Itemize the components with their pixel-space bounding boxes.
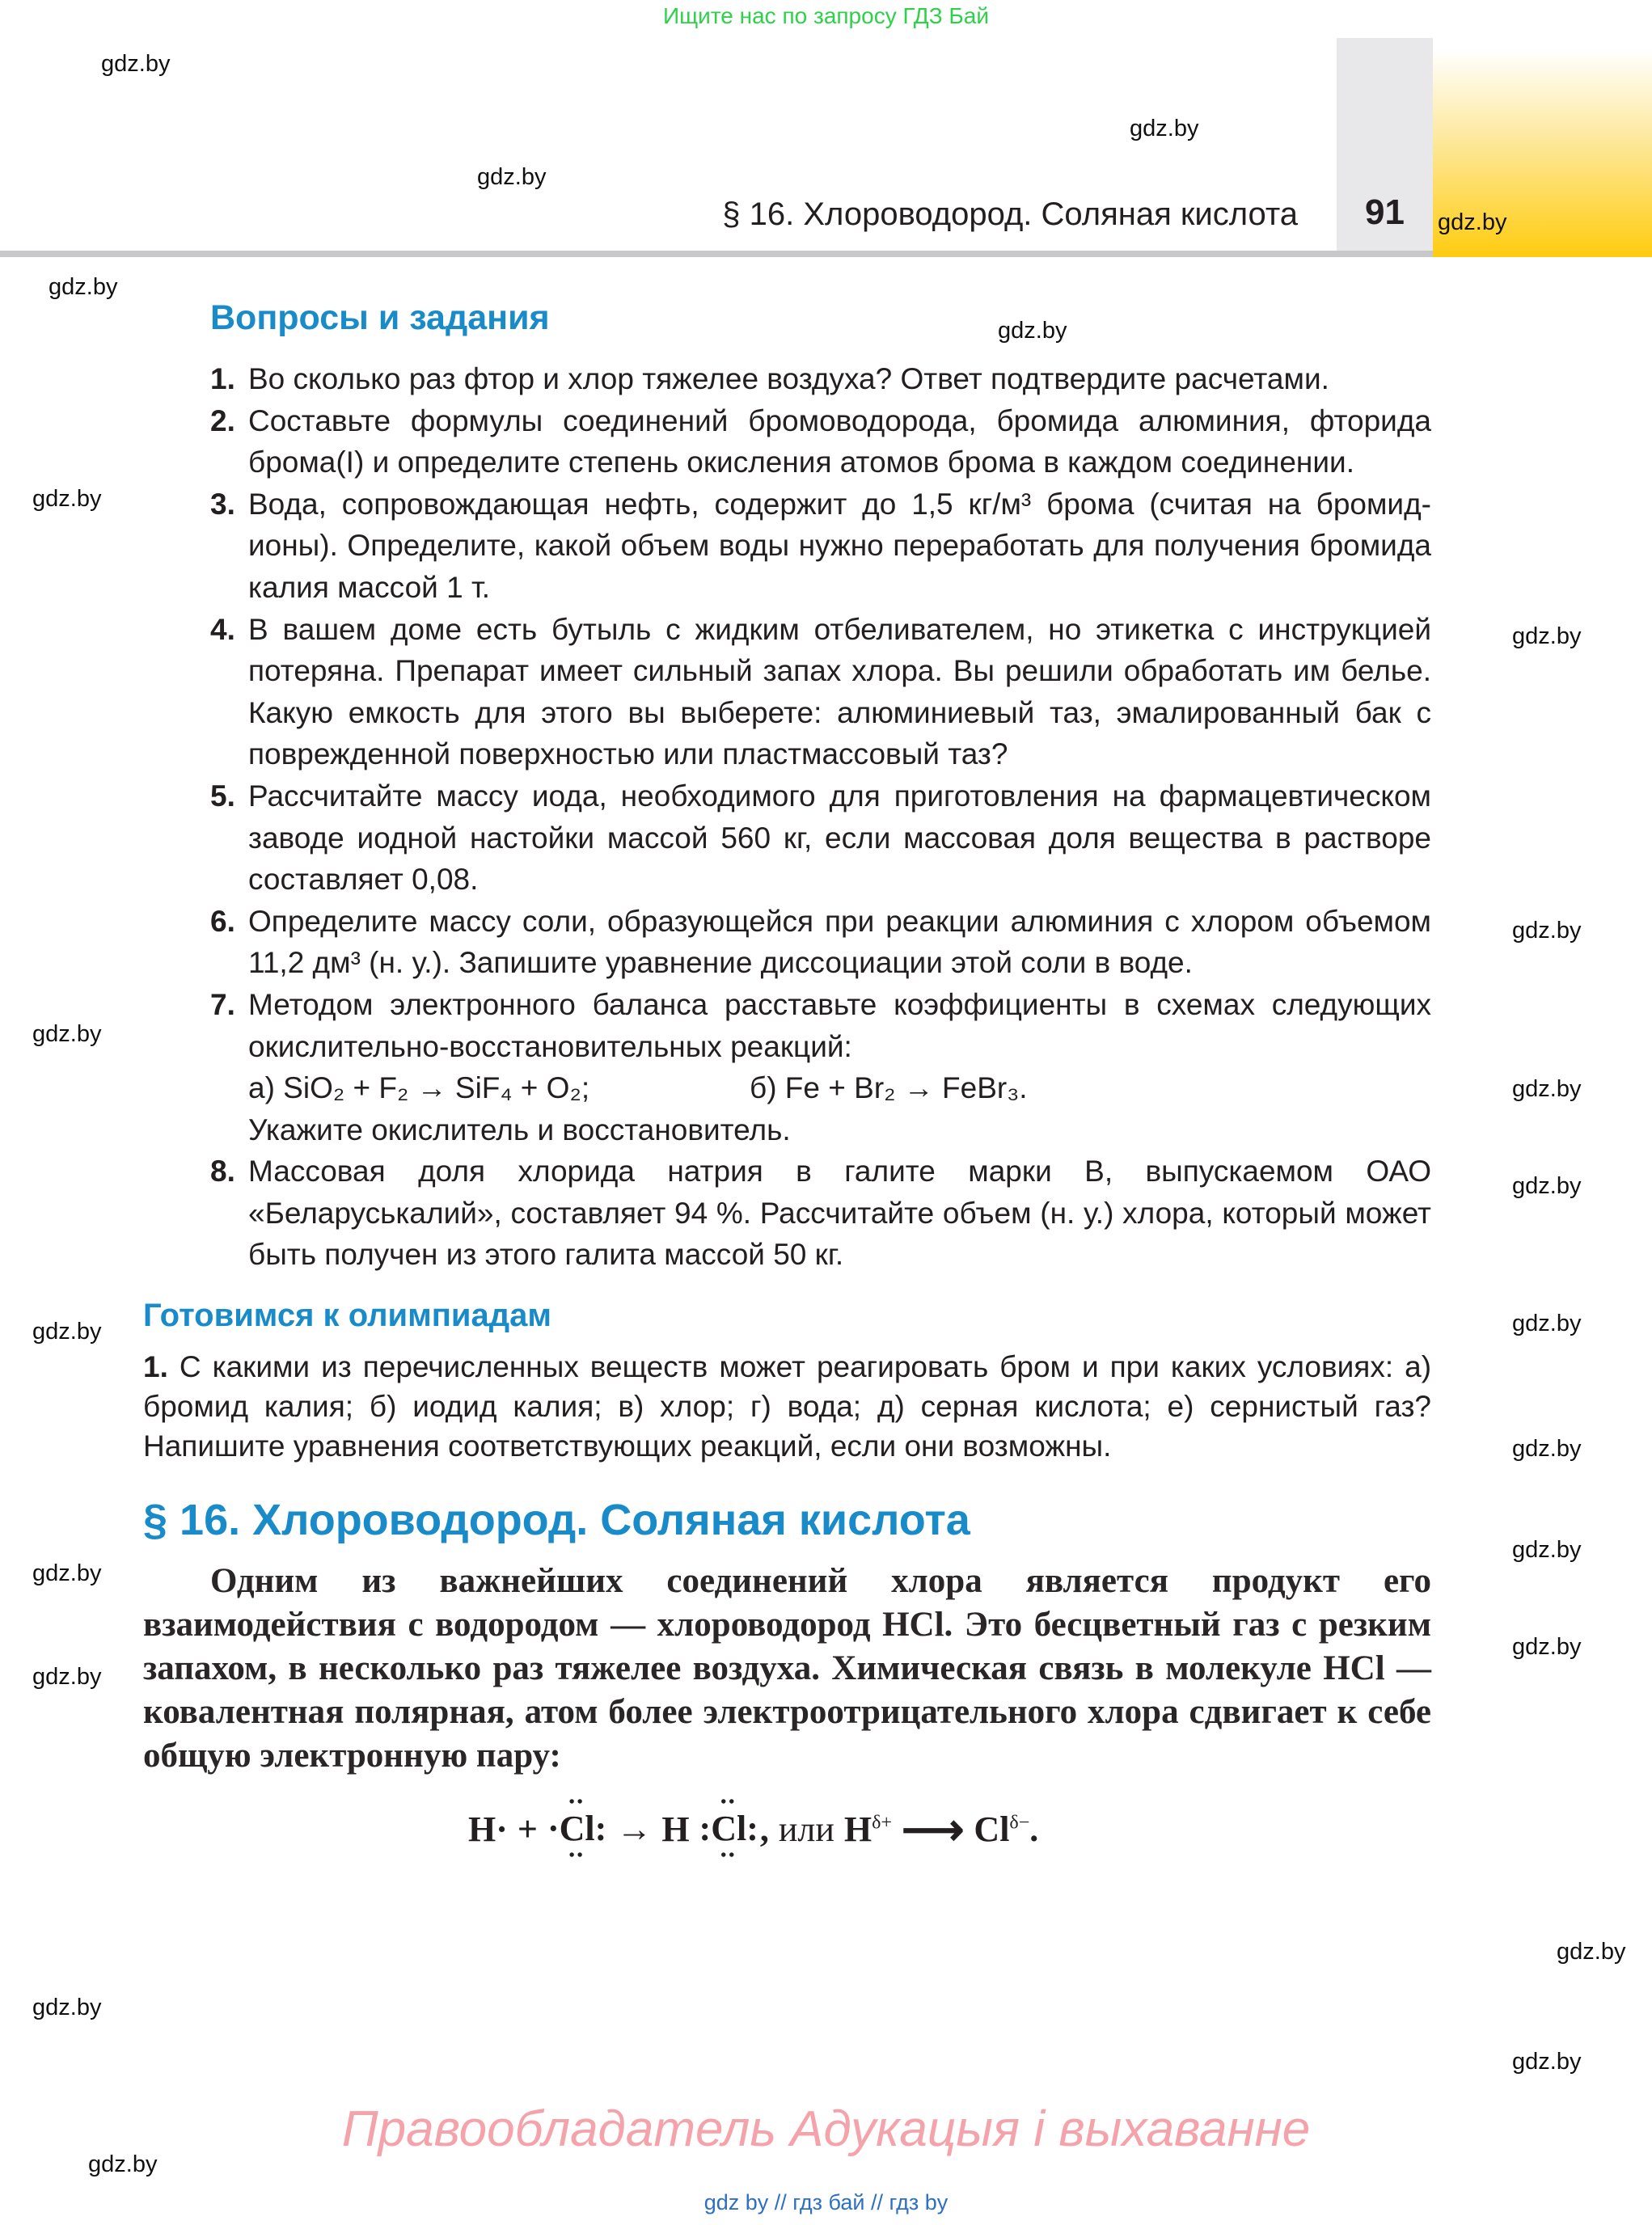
formula-part: H·	[468, 1809, 508, 1849]
electron-dots: ••	[720, 1793, 737, 1812]
gdz-watermark: gdz.by	[1512, 1173, 1582, 1199]
gdz-watermark: gdz.by	[32, 486, 102, 512]
question-item	[210, 775, 1431, 901]
olympiad-task	[143, 1347, 1431, 1466]
question-text: Массовая доля хлорида натрия в галите марки В, выпускаемом ОАО «Беларуськалий», составляет 94 %. Рассчитайте объем (н. у.) хлора, который может быть получен из этого галита массой 50 кг.	[248, 1155, 1431, 1272]
question-text: Рассчитайте массу иода, необходимого для приготовления на фармацевтическом заводе иодной настойки массой 560 кг, если массовая доля вещества в растворе составляет 0,08.	[248, 779, 1431, 897]
formula-part: :Cl:	[699, 1809, 758, 1849]
questions-list	[210, 358, 1431, 1276]
olympiad-heading: Готовимся к олимпиадам	[143, 1298, 551, 1334]
gdz-watermark: gdz.by	[1512, 1537, 1582, 1563]
gdz-watermark: gdz.by	[477, 164, 547, 190]
question-text: В вашем доме есть бутыль с жидким отбеливателем, но этикетка с инструкцией потеряна. Препарат имеет сильный запах хлора. Вы решили обработать им белье. Какую емкость для этого вы выберете: алюминиевый таз, эмалированный бак с поврежденной поверхностью или пластмассовый таз?	[248, 612, 1431, 771]
gdz-watermark: gdz.by	[1512, 623, 1582, 649]
copyright-watermark: Правообладатель Адукацыя і выхаванне	[341, 2101, 1311, 2157]
formula-part	[974, 1809, 1038, 1850]
question-item	[210, 984, 1431, 1150]
gdz-watermark: gdz.by	[32, 1319, 102, 1345]
question-text: Во сколько раз фтор и хлор тяжелее воздуха? Ответ подтвердите расчетами.	[248, 362, 1329, 395]
partial-charge: δ−	[1009, 1811, 1030, 1833]
question-number: 8.	[210, 1155, 235, 1188]
question-number: 4.	[210, 612, 235, 646]
question-text: Методом электронного баланса расставьте коэффициенты в схемах следующих окислительно-восстановительных реакций:	[248, 987, 1431, 1063]
equation-a: а) SiO₂ + F₂ → SiF₄ + O₂;	[248, 1071, 590, 1105]
formula-part: или	[778, 1809, 834, 1849]
questions-heading: Вопросы и задания	[210, 298, 550, 337]
gdz-watermark: gdz.by	[32, 1664, 102, 1690]
gdz-watermark: gdz.by	[1512, 1076, 1582, 1102]
formula-part: H	[843, 1809, 872, 1849]
formula-part: H	[661, 1809, 690, 1849]
question-number: 6.	[210, 904, 235, 938]
equation-b: б) Fe + Br₂ → FeBr₃.	[750, 1071, 1028, 1105]
gdz-watermark: gdz.by	[101, 51, 171, 77]
question-number: 1.	[210, 362, 235, 395]
arrow-icon: →	[616, 1809, 653, 1849]
partial-charge: δ+	[872, 1811, 892, 1833]
question-item	[210, 609, 1431, 775]
arrow-icon: ⟶	[902, 1805, 965, 1854]
question-text: Определите массу соли, образующейся при реакции алюминия с хлором объемом 11,2 дм³ (н. у.). Запишите уравнение диссоциации этой соли в воде.	[248, 904, 1431, 980]
gdz-watermark: gdz.by	[32, 1021, 102, 1047]
gdz-watermark: gdz.by	[32, 1995, 102, 2020]
task-text: С какими из перечисленных веществ может реагировать бром и при каких условиях: а) бромид калия; б) иодид калия; в) хлор; г) вода; д) серная кислота; е) сернистый газ? Напишите уравнения соответствующих реакций, если они возможны.	[143, 1350, 1432, 1463]
section-paragraph: Одним из важнейших соединений хлора является продукт его взаимодействия с водородом — хлороводород HCl. Это бесцветный газ с резким запахом, в несколько раз тяжелее воздуха. Химическая связь в молекуле HCl — ковалентная полярная, атом более электроотрицательного хлора сдвигает к себе общую электронную пару:	[143, 1562, 1431, 1775]
chlorine-lewis	[547, 1794, 606, 1864]
gdz-watermark: gdz.by	[49, 274, 118, 300]
gdz-watermark: gdz.by	[88, 2151, 158, 2177]
question-item	[210, 358, 1431, 400]
task-number: 1.	[143, 1350, 168, 1384]
question-item	[210, 483, 1431, 609]
search-banner: Ищите нас по запросу ГДЗ Бай	[662, 3, 990, 28]
gdz-watermark: gdz.by	[1512, 1436, 1582, 1462]
question-text: Составьте формулы соединений бромоводорода, бромида алюминия, фторида брома(I) и определите степень окисления атомов брома в каждом соединении.	[248, 403, 1431, 479]
footer-links[interactable]: gdz by // гдз бай // гдз by	[703, 2190, 949, 2214]
formula-part: +	[517, 1809, 538, 1849]
section-title: § 16. Хлороводород. Соляная кислота	[143, 1496, 970, 1545]
gdz-watermark: gdz.by	[1512, 1311, 1582, 1336]
gdz-watermark: gdz.by	[998, 318, 1067, 344]
gdz-watermark: gdz.by	[32, 1560, 102, 1586]
question-number: 2.	[210, 403, 235, 437]
electron-dots: ••	[568, 1793, 585, 1812]
question-item	[210, 901, 1431, 984]
running-header-title: § 16. Хлороводород. Соляная кислота	[722, 196, 1298, 232]
page-number: 91	[1365, 192, 1405, 232]
hcl-lewis	[699, 1794, 758, 1864]
question-item	[210, 1150, 1431, 1276]
question-number: 3.	[210, 487, 235, 521]
gdz-watermark: gdz.by	[1130, 116, 1199, 141]
formula-part: ·Cl:	[547, 1809, 607, 1849]
gdz-watermark: gdz.by	[1557, 1939, 1626, 1965]
hcl-formation-formula	[468, 1794, 1431, 1864]
gdz-watermark: gdz.by	[1438, 209, 1507, 235]
question-number: 5.	[210, 779, 235, 813]
formula-part: .	[1029, 1809, 1039, 1849]
formula-part	[844, 1809, 892, 1850]
question-number: 7.	[210, 987, 235, 1021]
question-tail: Укажите окислитель и восстановитель.	[248, 1112, 791, 1146]
electron-dots: ••	[568, 1847, 585, 1865]
gdz-watermark: gdz.by	[1512, 2049, 1582, 2075]
gdz-watermark: gdz.by	[1512, 918, 1582, 944]
question-item	[210, 400, 1431, 483]
header-divider	[0, 251, 1433, 257]
electron-dots: ••	[720, 1847, 737, 1865]
main-content	[143, 295, 1431, 1864]
formula-part: ,	[759, 1809, 769, 1849]
formula-part: Cl	[974, 1809, 1010, 1849]
gdz-watermark: gdz.by	[1512, 1634, 1582, 1660]
question-text: Вода, сопровождающая нефть, содержит до 1,5 кг/м³ брома (считая на бромид-ионы). Определите, какой объем воды нужно переработать для получения бромида калия массой 1 т.	[248, 487, 1431, 604]
